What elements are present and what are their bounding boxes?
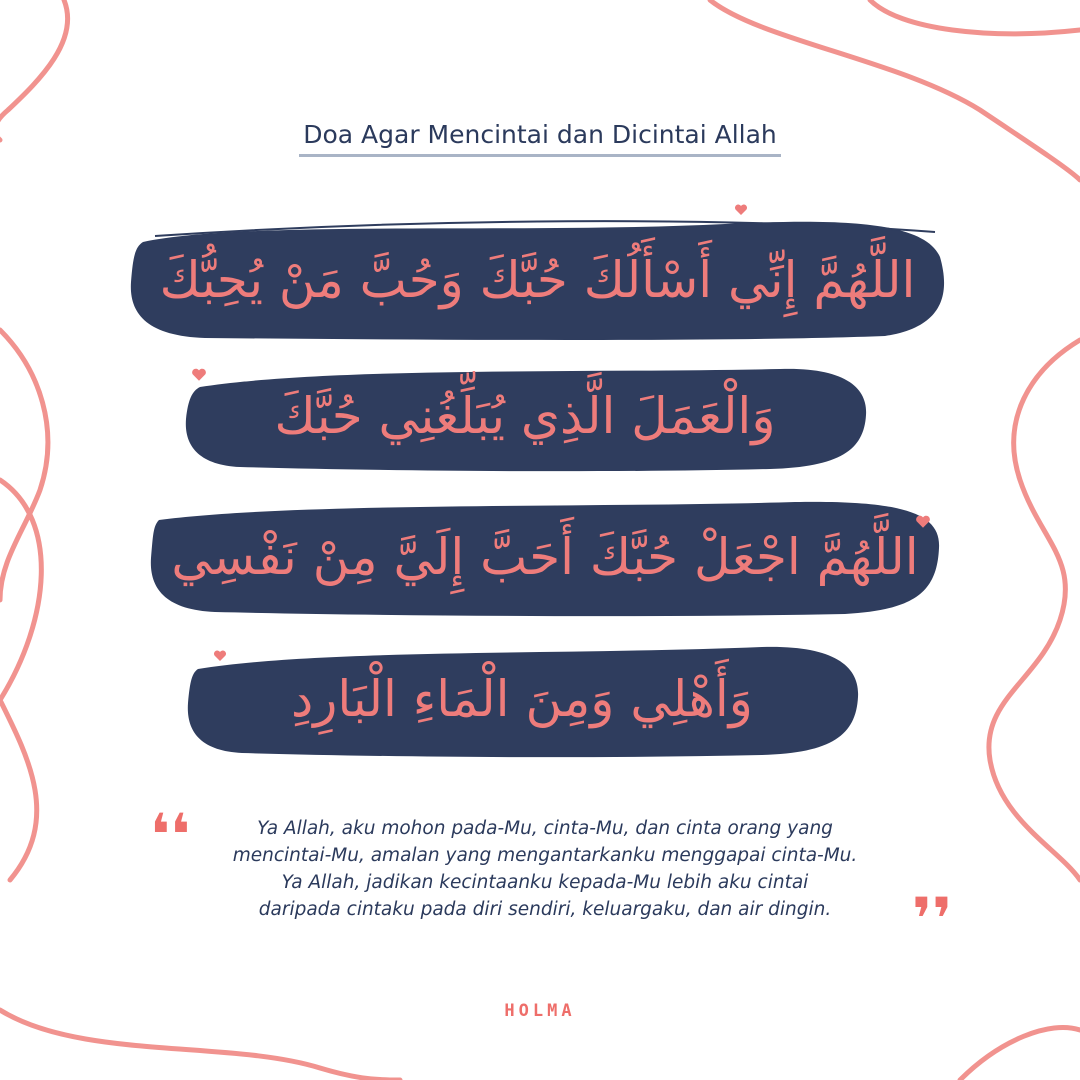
translation-line-4: daripada cintaku pada diri sendiri, keluargaku, dan air dingin. — [258, 899, 832, 920]
close-quote-icon: ❜❜ — [912, 885, 953, 953]
translation-text — [160, 815, 930, 923]
swirl-right-mid — [989, 340, 1080, 880]
swirl-bottom-right — [960, 1027, 1080, 1080]
arabic-band-3 — [145, 492, 945, 622]
translation-line-3: Ya Allah, jadikan kecintaanku kepada-Mu lebih aku cintai — [281, 872, 809, 893]
translation-line-2: mencintai-Mu, amalan yang mengantarkanku menggapai cinta-Mu. — [232, 845, 858, 866]
swirl-left-lower — [0, 480, 41, 880]
swirl-top-right-2 — [870, 0, 1080, 34]
brand-logo: HOLMA — [504, 1001, 576, 1021]
heart-icon — [213, 650, 227, 662]
arabic-line-1: اللَّهُمَّ إِنِّي أَسْأَلُكَ حُبَّكَ وَحُبَّ مَنْ يُحِبُّكَ — [159, 250, 916, 309]
swirl-top-left — [0, 0, 68, 140]
arabic-band-1 — [125, 212, 950, 347]
heart-icon — [734, 204, 748, 216]
arabic-band-4 — [182, 635, 862, 763]
arabic-line-3: اللَّهُمَّ اجْعَلْ حُبَّكَ أَحَبَّ إِلَيَّ مِنْ نَفْسِي — [171, 528, 919, 586]
translation-line-1: Ya Allah, aku mohon pada-Mu, cinta-Mu, dan cinta orang yang — [257, 818, 833, 839]
title-text: Doa Agar Mencintai dan Dicintai Allah — [299, 120, 781, 157]
arabic-band-2 — [180, 355, 870, 477]
arabic-line-2: وَالْعَمَلَ الَّذِي يُبَلِّغُنِي حُبَّكَ — [274, 387, 776, 445]
open-quote-icon: ❛❛ — [150, 801, 191, 869]
page-title — [0, 120, 1080, 157]
heart-icon — [191, 368, 207, 382]
arabic-line-4: وَأَهْلِي وَمِنَ الْمَاءِ الْبَارِدِ — [291, 670, 753, 728]
